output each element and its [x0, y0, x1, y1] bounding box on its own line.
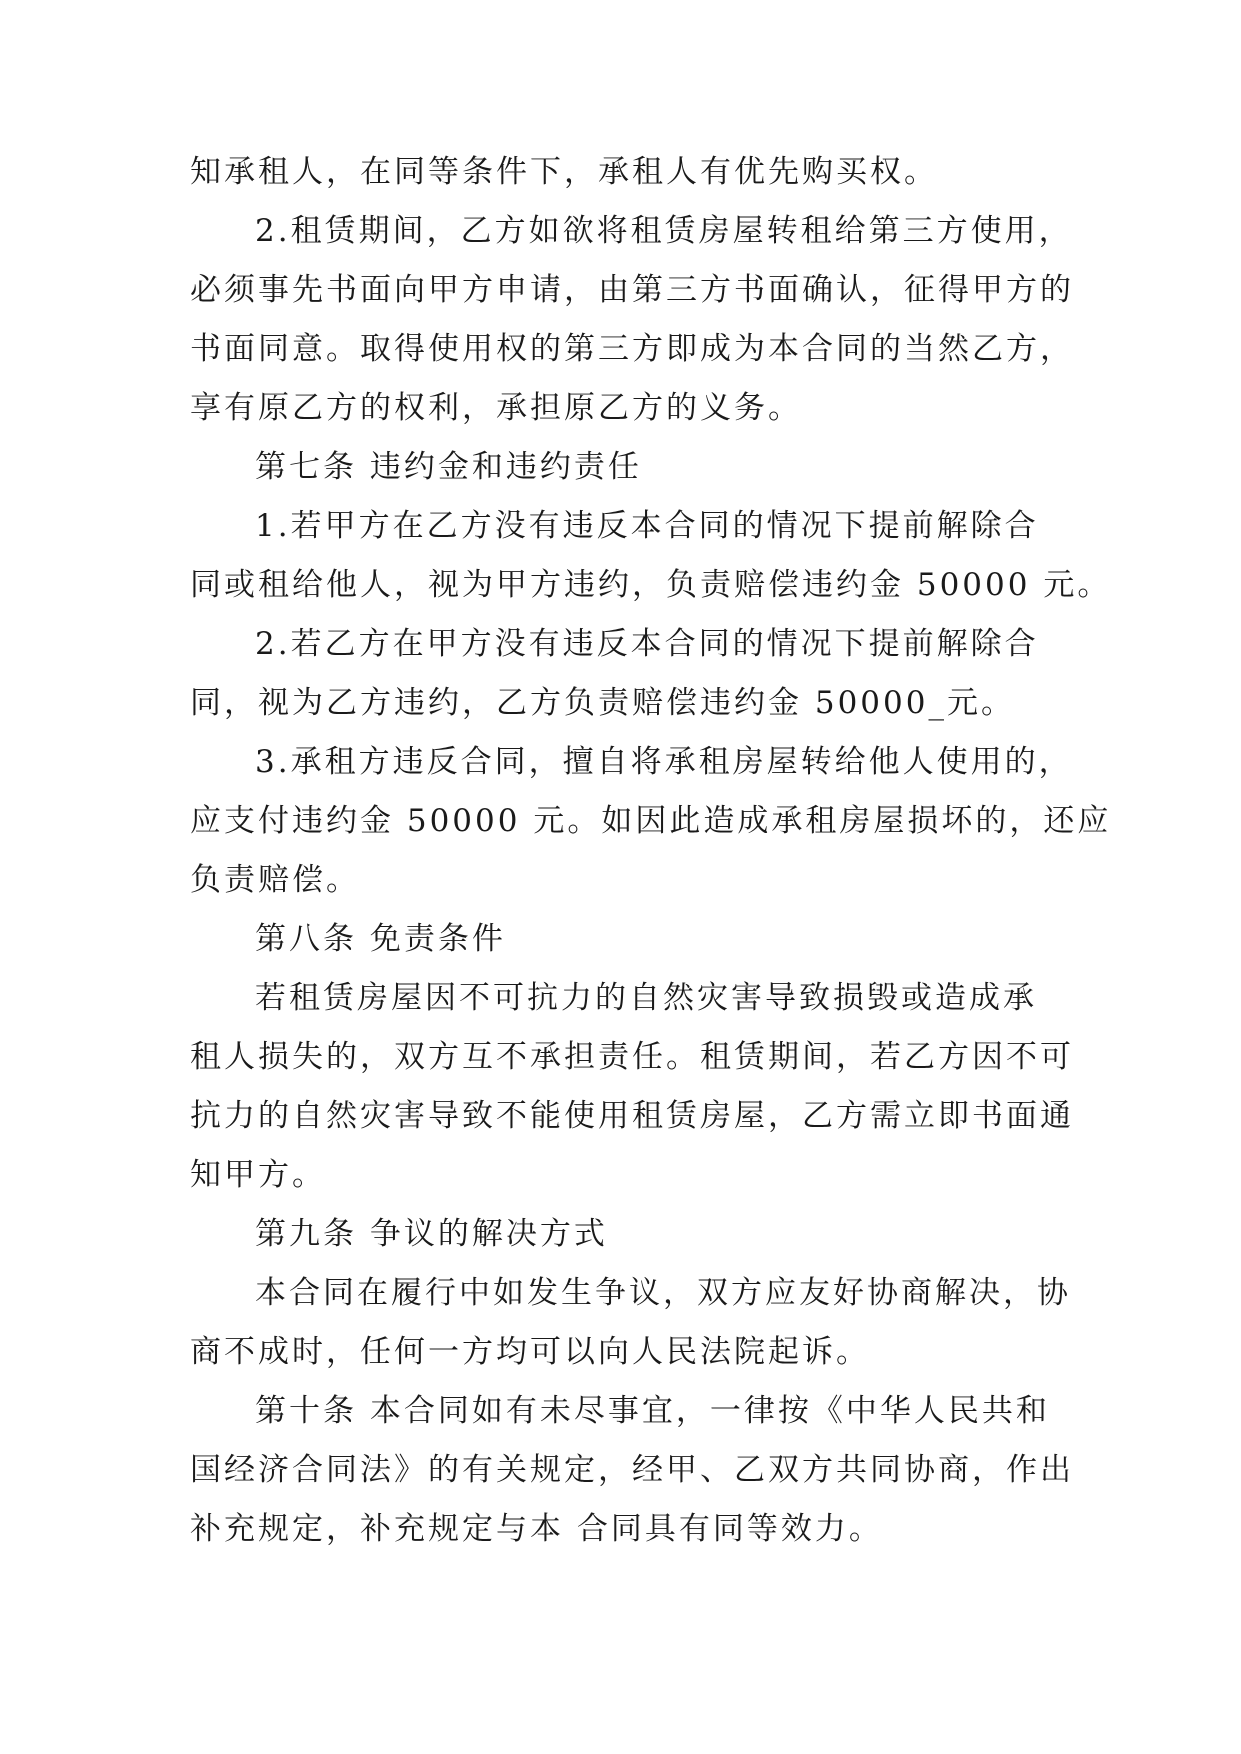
text-line: 应支付违约金 50000 元。如因此造成承租房屋损坏的，还应	[190, 803, 1112, 839]
text-line: 知甲方。	[190, 1157, 326, 1193]
text-line: 享有原乙方的权利，承担原乙方的义务。	[190, 390, 802, 426]
text-line: 书面同意。取得使用权的第三方即成为本合同的当然乙方，	[190, 331, 1074, 367]
text-line: 负责赔偿。	[190, 862, 360, 898]
text-line: 本合同在履行中如发生争议，双方应友好协商解决，协	[255, 1275, 1071, 1311]
text-line: 若租赁房屋因不可抗力的自然灾害导致损毁或造成承	[255, 980, 1037, 1016]
text-line: 同，视为乙方违约，乙方负责赔偿违约金 50000_元。	[190, 685, 1015, 721]
text-line: 补充规定，补充规定与本 合同具有同等效力。	[190, 1511, 883, 1547]
text-line: 商不成时，任何一方均可以向人民法院起诉。	[190, 1334, 870, 1370]
text-line: 同或租给他人，视为甲方违约，负责赔偿违约金 50000 元。	[190, 567, 1112, 603]
section-heading: 第九条 争议的解决方式	[255, 1216, 608, 1252]
text-line: 租人损失的，双方互不承担责任。租赁期间，若乙方因不可	[190, 1039, 1074, 1075]
text-line: 2.租赁期间，乙方如欲将租赁房屋转租给第三方使用，	[255, 213, 1073, 249]
text-line: 国经济合同法》的有关规定，经甲、乙双方共同协商，作出	[190, 1452, 1074, 1488]
text-line: 1.若甲方在乙方没有违反本合同的情况下提前解除合	[255, 508, 1039, 544]
text-line: 知承租人，在同等条件下，承租人有优先购买权。	[190, 154, 938, 190]
section-heading: 第七条 违约金和违约责任	[255, 449, 642, 485]
text-line: 2.若乙方在甲方没有违反本合同的情况下提前解除合	[255, 626, 1039, 662]
text-line: 必须事先书面向甲方申请，由第三方书面确认，征得甲方的	[190, 272, 1074, 308]
section-heading: 第八条 免责条件	[255, 921, 506, 957]
text-line: 3.承租方违反合同，擅自将承租房屋转给他人使用的，	[255, 744, 1073, 780]
text-line: 第十条 本合同如有未尽事宜，一律按《中华人民共和	[255, 1393, 1050, 1429]
text-line: 抗力的自然灾害导致不能使用租赁房屋，乙方需立即书面通	[190, 1098, 1074, 1134]
